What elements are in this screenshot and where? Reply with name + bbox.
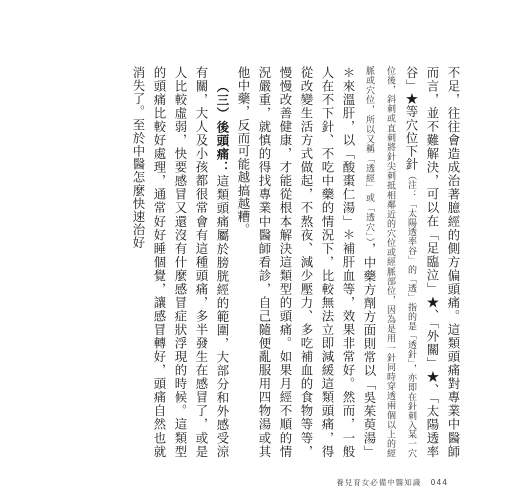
paragraph-back-headache [128, 66, 233, 458]
footer-page-number: 044 [430, 478, 448, 487]
paragraph-1-tail: ，中藥方劑方面則常以「吳茱萸湯」＊來溫肝，以「酸棗仁湯」＊補肝血等，效果非常好。然而，一般人在不下針、不吃中藥的情況下，比較無法立即減緩這類頭痛，得從改變生活方式做起，不熬夜、減少壓力、多吃補血的食物等等，慢慢改善健康，才能從根本解決這類型的頭痛。如果月經不順的情況嚴重，就慎的得找專業中醫師看診，自己隨便亂服用四物湯或其他中藥，反而可能越搞越糟。 [236, 66, 377, 458]
paragraph-1-text: 不足，往往會造成治著臆經的側方偏頭痛。這類頭痛對專業中醫師而言，並不難解決，可以在「足臨泣」★、「外關」★、「太陽透率谷」★等穴位下針 [404, 66, 461, 458]
page-footer [336, 477, 448, 488]
paragraph-2-text: 這類頭痛屬於膀胱經的範圍，大部分和外感受涼有關，大人及小孩都很常會有這種頭痛，多半發生在感冒了，或是人比較虛弱，快要感冒又還沒有什麼感冒症狀浮現的時候。這類型的頭痛比較好處理，通常好好睡個覺，讓感冒轉好，頭痛自然也就消失了。至於中醫怎麼快速治好 [131, 66, 230, 458]
inline-note: （注：「太陽透率谷」的「透」指的是「透針」，亦即在針刺入某一穴位後，斜刺或直刺將針尖刺抵相鄰近的穴位或經脈部位，因為是用一針同時穿透兩個以上的經脈或穴位，所以又稱「透經」或「透穴」） [364, 66, 416, 458]
section-heading: （三）後頭痛： [215, 79, 230, 175]
body-text [54, 66, 464, 458]
paragraph-migraine [233, 66, 464, 458]
footer-book-title: 養兒育女必備中醫知識 [336, 478, 422, 487]
